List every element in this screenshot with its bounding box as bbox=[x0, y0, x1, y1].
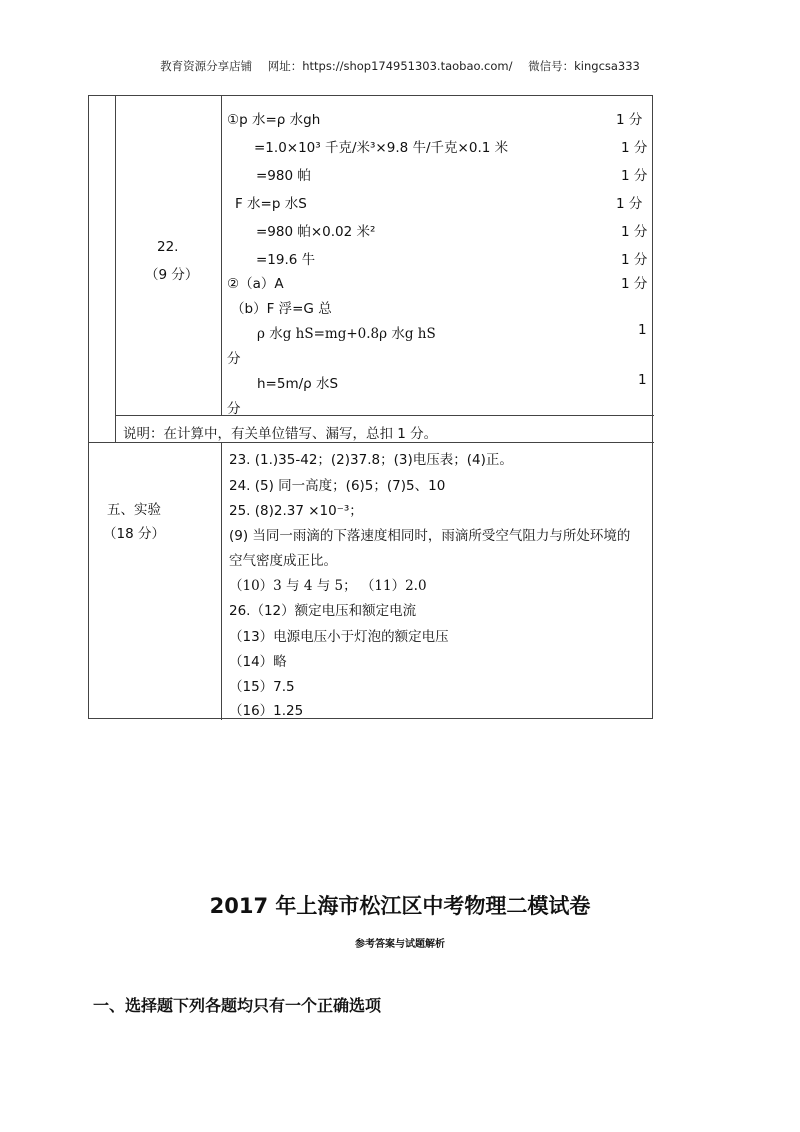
q22-score: 1 bbox=[638, 322, 647, 338]
q22-line: =980 帕×0.02 米² bbox=[256, 224, 376, 240]
q22-score: 1 分 bbox=[621, 276, 648, 292]
q22-line: h=5m/ρ 水S bbox=[257, 376, 339, 392]
experiment-line: 23. (1.)35-42；(2)37.8；(3)电压表；(4)正。 bbox=[229, 452, 513, 468]
experiment-line: 24. (5) 同一高度；(6)5；(7)5、10 bbox=[229, 478, 446, 494]
q22-line: 分 bbox=[227, 351, 241, 367]
experiment-line: （14）略 bbox=[229, 654, 287, 670]
q22-score: 1 bbox=[638, 372, 647, 388]
q22-score: 1 分 bbox=[616, 112, 643, 128]
experiment-line: （13）电源电压小于灯泡的额定电压 bbox=[229, 629, 449, 645]
divider bbox=[221, 442, 222, 720]
q22-score: 1 分 bbox=[621, 224, 648, 240]
divider bbox=[115, 96, 116, 442]
document-subtitle: 参考答案与试题解析 bbox=[355, 939, 445, 950]
divider bbox=[115, 415, 654, 416]
q22-line: =19.6 牛 bbox=[256, 252, 316, 268]
header-shop: 教育资源分享店铺 bbox=[160, 59, 253, 73]
experiment-line: 25. (8)2.37 ×10⁻³； bbox=[229, 503, 363, 519]
experiment-line: 空气密度成正比。 bbox=[229, 553, 337, 569]
section-heading: 一、选择题下列各题均只有一个正确选项 bbox=[93, 996, 382, 1015]
experiment-line: （16）1.25 bbox=[229, 703, 304, 719]
experiment-points: （18 分） bbox=[103, 526, 165, 542]
q22-line: 分 bbox=[227, 401, 241, 417]
scoring-note: 说明：在计算中，有关单位错写、漏写，总扣 1 分。 bbox=[123, 426, 438, 442]
experiment-line: （10）3 与 4 与 5； （11）2.0 bbox=[229, 578, 427, 594]
q22-score: 1 分 bbox=[621, 252, 648, 268]
experiment-line: （15）7.5 bbox=[229, 679, 295, 695]
divider bbox=[221, 96, 222, 415]
q22-line: F 水=p 水S bbox=[235, 196, 307, 212]
q22-points: （9 分） bbox=[145, 267, 199, 283]
page-header bbox=[0, 58, 800, 74]
header-url: 网址：https://shop174951303.taobao.com/ bbox=[267, 59, 513, 73]
document-title: 2017 年上海市松江区中考物理二模试卷 bbox=[209, 894, 591, 918]
q22-line: =1.0×10³ 千克/米³×9.8 牛/千克×0.1 米 bbox=[254, 140, 509, 156]
divider bbox=[89, 442, 654, 443]
q22-line: ρ 水g hS=mg+0.8ρ 水g hS bbox=[257, 326, 436, 342]
experiment-line: 26.（12）额定电压和额定电流 bbox=[229, 603, 417, 619]
answer-table bbox=[88, 95, 653, 719]
q22-line: ②（a）A bbox=[227, 276, 284, 292]
q22-line: ①p 水=ρ 水gh bbox=[227, 112, 321, 128]
q22-line: （b）F 浮=G 总 bbox=[231, 301, 332, 317]
header-wechat: 微信号：kingcsa333 bbox=[528, 59, 640, 73]
q22-score: 1 分 bbox=[621, 168, 648, 184]
q22-score: 1 分 bbox=[621, 140, 648, 156]
experiment-label: 五、实验 bbox=[107, 502, 161, 518]
q22-label: 22. bbox=[157, 239, 179, 255]
q22-score: 1 分 bbox=[616, 196, 643, 212]
q22-line: =980 帕 bbox=[256, 168, 311, 184]
experiment-line: (9) 当同一雨滴的下落速度相同时，雨滴所受空气阻力与所处环境的 bbox=[229, 528, 631, 544]
